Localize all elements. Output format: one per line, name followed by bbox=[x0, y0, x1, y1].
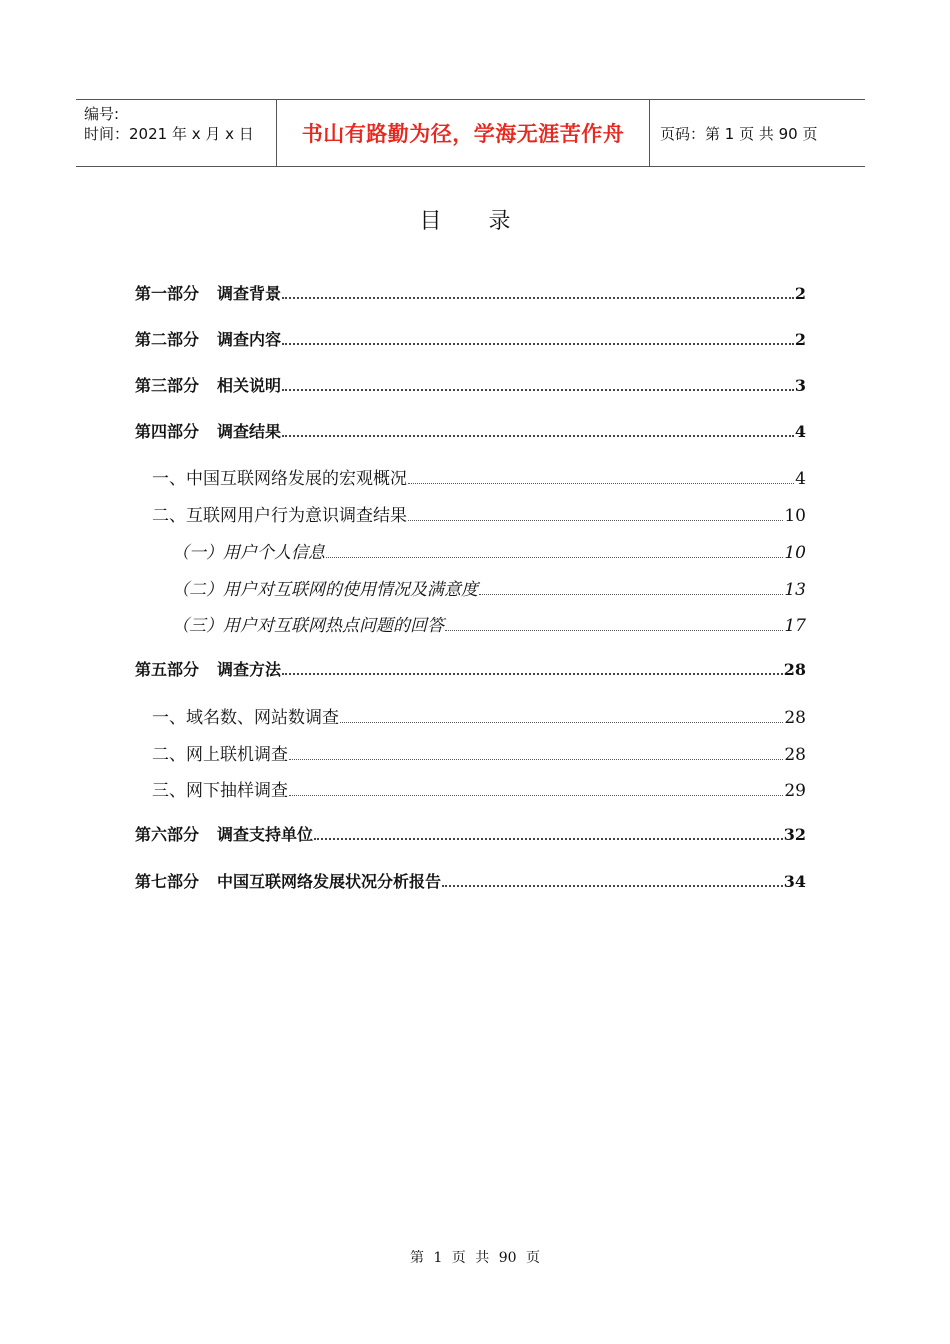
toc-entry-title: （三）用户对互联网热点问题的回答 bbox=[172, 616, 444, 636]
toc-entry-section: 第四部分 bbox=[135, 422, 200, 441]
toc-entry[interactable] bbox=[152, 740, 806, 765]
toc-entry-page: 28 bbox=[784, 708, 806, 728]
toc-entry[interactable] bbox=[152, 776, 806, 801]
toc-entry-section: 第六部分 bbox=[135, 825, 200, 844]
toc-title: 目 录 bbox=[419, 209, 531, 234]
toc-leader bbox=[408, 483, 794, 484]
toc-entry-page: 28 bbox=[783, 660, 806, 679]
toc-entry[interactable] bbox=[135, 327, 806, 350]
toc-entry-page: 4 bbox=[795, 469, 806, 489]
toc-entry-title: 二、网上联机调查 bbox=[152, 745, 288, 765]
toc-entry-page: 13 bbox=[784, 580, 806, 600]
toc-entry[interactable] bbox=[135, 373, 806, 396]
toc-entry-page: 10 bbox=[784, 506, 806, 526]
toc-leader bbox=[282, 435, 794, 437]
toc-entry[interactable] bbox=[152, 501, 806, 526]
toc-entry-page: 17 bbox=[784, 616, 806, 636]
toc-entry-title: 三、网下抽样调查 bbox=[152, 781, 288, 801]
toc-entry[interactable] bbox=[135, 281, 806, 304]
toc-entry-page: 4 bbox=[794, 422, 806, 441]
toc-entry-title: 调查结果 bbox=[217, 422, 282, 441]
toc-entry-section: 第三部分 bbox=[135, 376, 200, 395]
document-number-label: 编号: bbox=[84, 105, 120, 123]
toc-leader bbox=[314, 838, 783, 840]
toc-entry-page: 2 bbox=[794, 284, 806, 303]
toc-entry-title: 调查支持单位 bbox=[217, 825, 314, 844]
toc-entry-page: 29 bbox=[784, 781, 806, 801]
toc-entry-title: 调查方法 bbox=[217, 660, 282, 679]
toc-leader bbox=[340, 722, 783, 723]
toc-entry-section: 第一部分 bbox=[135, 284, 200, 303]
page-footer: 第 1 页 共 90 页 bbox=[410, 1250, 540, 1266]
toc-entry[interactable] bbox=[172, 575, 806, 600]
toc-entry-title: （一）用户个人信息 bbox=[172, 543, 325, 563]
toc-leader bbox=[282, 389, 794, 391]
toc-entry[interactable] bbox=[172, 611, 806, 636]
toc-entry-title: 调查内容 bbox=[217, 330, 282, 349]
toc-entry-section: 第五部分 bbox=[135, 660, 200, 679]
toc-entry-page: 10 bbox=[784, 543, 806, 563]
toc-leader bbox=[289, 795, 783, 796]
toc-entry-page: 2 bbox=[794, 330, 806, 349]
toc-entry-section: 第二部分 bbox=[135, 330, 200, 349]
header-page-info: 页码：第 1 页 共 90 页 bbox=[660, 124, 818, 143]
toc-entry[interactable] bbox=[152, 703, 806, 728]
toc-entry[interactable] bbox=[135, 869, 806, 892]
toc-entry-title: 二、互联网用户行为意识调查结果 bbox=[152, 506, 407, 526]
toc-leader bbox=[445, 630, 783, 631]
toc-entry[interactable] bbox=[135, 657, 806, 680]
toc-entry-title: 中国互联网络发展状况分析报告 bbox=[217, 872, 442, 891]
toc-entry-title: 一、域名数、网站数调查 bbox=[152, 708, 339, 728]
toc-leader bbox=[282, 297, 794, 299]
toc-leader bbox=[289, 759, 783, 760]
toc-leader bbox=[326, 557, 783, 558]
toc-entry[interactable] bbox=[152, 464, 806, 489]
toc-entry[interactable] bbox=[135, 419, 806, 442]
toc-leader bbox=[479, 594, 783, 595]
toc-leader bbox=[442, 885, 783, 887]
document-date-label: 时间：2021 年 x 月 x 日 bbox=[84, 125, 254, 143]
toc-leader bbox=[408, 520, 783, 521]
header-motto: 书山有路勤为径，学海无涯苦作舟 bbox=[301, 122, 625, 146]
toc-entry-title: 调查背景 bbox=[217, 284, 282, 303]
toc-entry-page: 34 bbox=[783, 872, 806, 891]
toc-entry-section: 第七部分 bbox=[135, 872, 200, 891]
toc-entry-page: 28 bbox=[784, 745, 806, 765]
toc-entry-page: 32 bbox=[783, 825, 806, 844]
toc-entry-title: 一、中国互联网络发展的宏观概况 bbox=[152, 469, 407, 489]
toc-entry[interactable] bbox=[172, 538, 806, 563]
toc-entry-page: 3 bbox=[794, 376, 806, 395]
toc-entry[interactable] bbox=[135, 822, 806, 845]
toc-entry-title: （二）用户对互联网的使用情况及满意度 bbox=[172, 580, 478, 600]
toc-entry-title: 相关说明 bbox=[217, 376, 282, 395]
toc-leader bbox=[282, 673, 783, 675]
toc-leader bbox=[282, 343, 794, 345]
